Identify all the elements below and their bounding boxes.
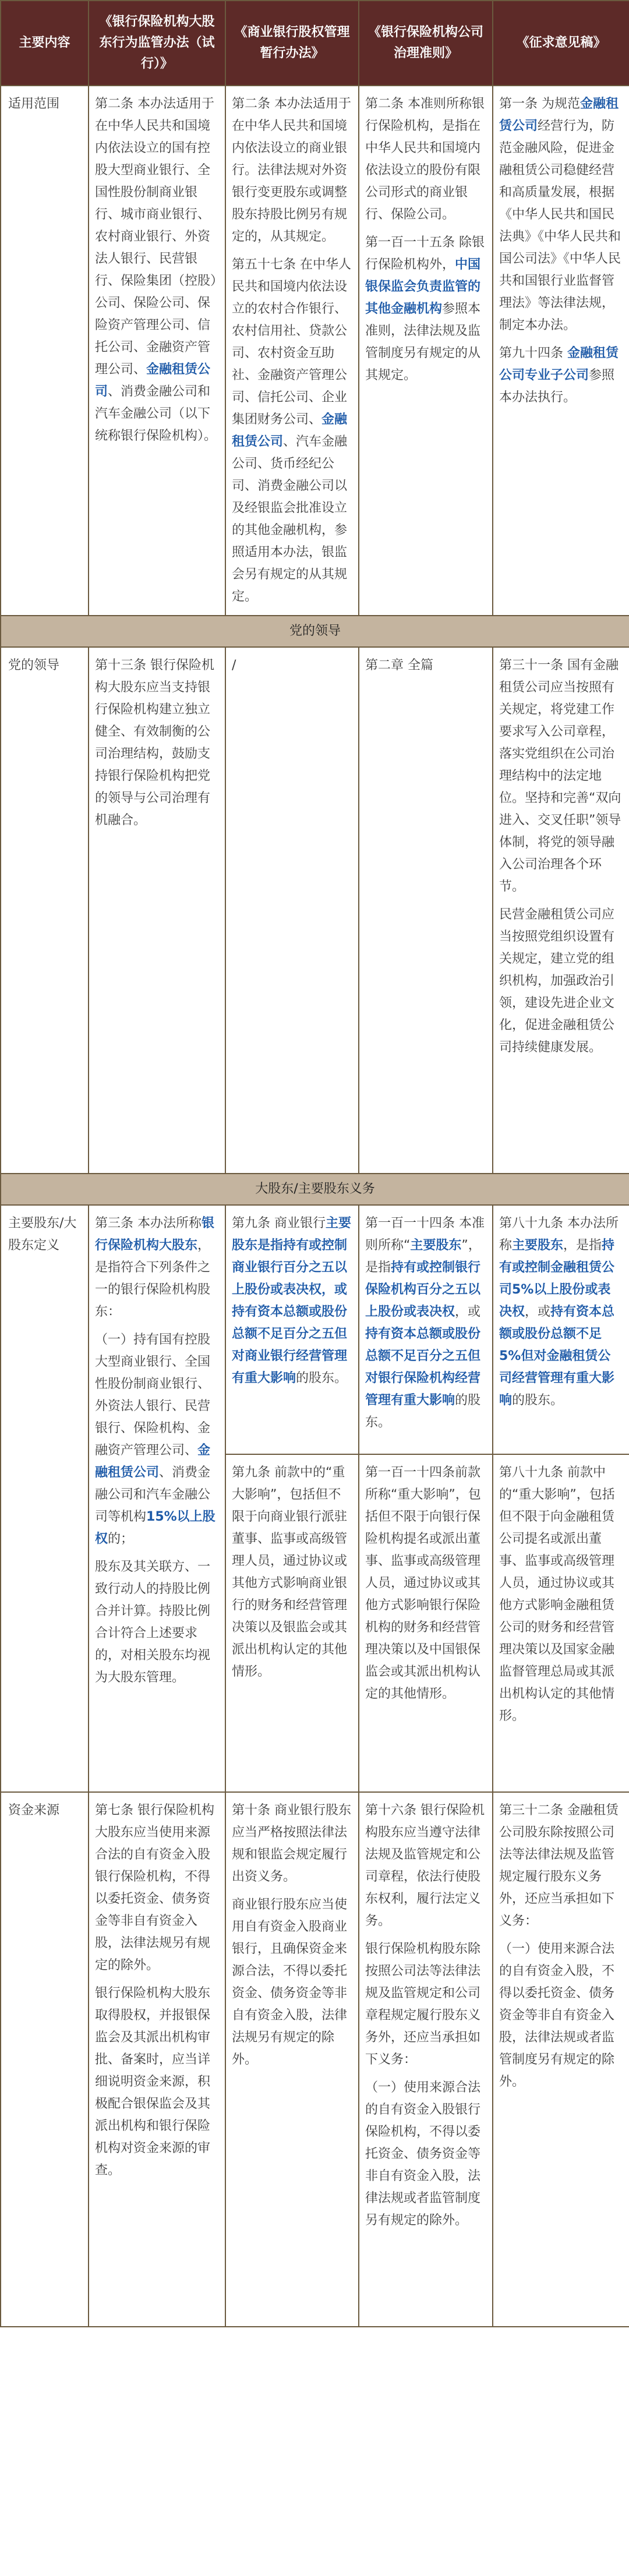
table-row-party [1,647,629,1174]
cell-party-col3: 第二章 全篇 [359,647,493,1174]
table-row-scope [1,86,629,616]
row-label-party: 党的领导 [1,647,89,1174]
cell-scope-col2: 第二条 本办法适用于在中华人民共和国境内依法设立的商业银行。法律法规对外资银行变更股东或调整股东持股比例另有规定的，从其规定。 第五十七条 在中华人民共和国境内依法设立的农村合作银行、农村信用社、贷款公司、农村资金互助社、金融资产管理公司、信托公司、企业集团财务公司、金融租赁公司、汽车金融公司、货币经纪公司、消费金融公司以及经银监会批准设立的其他金融机构，参照适用本办法，银监会另有规定的从其规定。 [225,86,359,616]
cell-party-col2: / [225,647,359,1174]
header-consultation-draft: 《征求意见稿》 [493,1,629,86]
cell-influence-col2: 第九条 前款中的“重大影响”，包括但不限于向商业银行派驻董事、监事或高级管理人员，通过协议或其他方式影响商业银行的财务和经营管理决策以及银监会或其派出机构认定的其他情形。 [225,1454,359,1792]
row-label-funds: 资金来源 [1,1792,89,2327]
header-equity-management-measures: 《商业银行股权管理暂行办法》 [225,1,359,86]
section-row-party [1,616,629,647]
cell-funds-col4: 第三十二条 金融租赁公司股东除按照公司法等法律法规及监管规定履行股东义务外，还应当承担如下义务： （一）使用来源合法的自有资金入股，不得以委托资金、债务资金等非自有资金入股，法律法规或者监管制度另有规定的除外。 [493,1792,629,2327]
header-governance-guidelines: 《银行保险机构公司治理准则》 [359,1,493,86]
cell-definition-col4: 第八十九条 本办法所称主要股东，是指持有或控制金融租赁公司5%以上股份或表决权，或持有资本总额或股份总额不足5%但对金融租赁公司经营管理有重大影响的股东。 [493,1205,629,1454]
cell-scope-col1: 第二条 本办法适用于在中华人民共和国境内依法设立的国有控股大型商业银行、全国性股份制商业银行、城市商业银行、农村商业银行、外资法人银行、民营银行、保险集团（控股）公司、保险公司、保险资产管理公司、信托公司、金融资产管理公司、金融租赁公司、消费金融公司和汽车金融公司（以下统称银行保险机构）。 [89,86,225,616]
cell-influence-col4: 第八十九条 前款中的“重大影响”，包括但不限于向金融租赁公司提名或派出董事、监事或高级管理人员，通过协议或其他方式影响金融租赁公司的财务和经营管理决策以及国家金融监督管理总局或其派出机构认定的其他情形。 [493,1454,629,1792]
row-label-scope: 适用范围 [1,86,89,616]
cell-party-col1: 第十三条 银行保险机构大股东应当支持银行保险机构建立独立健全、有效制衡的公司治理结构，鼓励支持银行保险机构把党的领导与公司治理有机融合。 [89,647,225,1174]
table-row-definition [1,1205,629,1454]
table-row-funds [1,1792,629,2327]
cell-influence-col3: 第一百一十四条前款所称“重大影响”，包括但不限于向银行保险机构提名或派出董事、监事或高级管理人员，通过协议或其他方式影响银行保险机构的财务和经营管理决策以及中国银保监会或其派出机构认定的其他情形。 [359,1454,493,1792]
table-header-row [1,1,629,86]
section-title-shareholder: 大股东/主要股东义务 [1,1174,629,1205]
row-label-definition: 主要股东/大股东定义 [1,1205,89,1792]
header-main-content: 主要内容 [1,1,89,86]
cell-scope-col4: 第一条 为规范金融租赁公司经营行为，防范金融风险，促进金融租赁公司稳健经营和高质量发展，根据《中华人民共和国民法典》《中华人民共和国公司法》《中华人民共和国银行业监督管理法》等法律法规，制定本办法。 第九十四条 金融租赁公司专业子公司参照本办法执行。 [493,86,629,616]
cell-funds-col1: 第七条 银行保险机构大股东应当使用来源合法的自有资金入股银行保险机构，不得以委托资金、债务资金等非自有资金入股，法律法规另有规定的除外。 银行保险机构大股东取得股权，并报银保监会及其派出机构审批、备案时，应当详细说明资金来源，积极配合银保监会及其派出机构和银行保险机构对资金来源的审查。 [89,1792,225,2327]
section-row-shareholder [1,1174,629,1205]
header-major-shareholder-measures: 《银行保险机构大股东行为监管办法（试行）》 [89,1,225,86]
section-title-party: 党的领导 [1,616,629,647]
cell-scope-col3: 第二条 本准则所称银行保险机构，是指在中华人民共和国境内依法设立的股份有限公司形式的商业银行、保险公司。 第一百一十五条 除银行保险机构外，中国银保监会负责监管的其他金融机构参照本准则，法律法规及监管制度另有规定的从其规定。 [359,86,493,616]
cell-definition-col3: 第一百一十四条 本准则所称“主要股东”，是指持有或控制银行保险机构百分之五以上股份或表决权，或持有资本总额或股份总额不足百分之五但对银行保险机构经营管理有重大影响的股东。 [359,1205,493,1454]
cell-definition-col2: 第九条 商业银行主要股东是指持有或控制商业银行百分之五以上股份或表决权，或持有资本总额或股份总额不足百分之五但对商业银行经营管理有重大影响的股东。 [225,1205,359,1454]
cell-funds-col3: 第十六条 银行保险机构股东应当遵守法律法规及监管规定和公司章程，依法行使股东权利，履行法定义务。 银行保险机构股东除按照公司法等法律法规及监管规定和公司章程规定履行股东义务外，还应当承担如下义务： （一）使用来源合法的自有资金入股银行保险机构，不得以委托资金、债务资金等非自有资金入股，法律法规或者监管制度另有规定的除外。 [359,1792,493,2327]
cell-funds-col2: 第十条 商业银行股东应当严格按照法律法规和银监会规定履行出资义务。 商业银行股东应当使用自有资金入股商业银行，且确保资金来源合法，不得以委托资金、债务资金等非自有资金入股，法律法规另有规定的除外。 [225,1792,359,2327]
cell-definition-col1: 第三条 本办法所称银行保险机构大股东，是指符合下列条件之一的银行保险机构股东： （一）持有国有控股大型商业银行、全国性股份制商业银行、外资法人银行、民营银行、保险机构、金融资产管理公司、金融租赁公司、消费金融公司和汽车金融公司等机构15%以上股权的； 股东及其关联方、一致行动人的持股比例合并计算。持股比例合计符合上述要求的，对相关股东均视为大股东管理。 [89,1205,225,1792]
cell-party-col4: 第三十一条 国有金融租赁公司应当按照有关规定，将党建工作要求写入公司章程，落实党组织在公司治理结构中的法定地位。坚持和完善“双向进入、交叉任职”领导体制，将党的领导融入公司治理各个环节。 民营金融租赁公司应当按照党组织设置有关规定，建立党的组织机构，加强政治引领，建设先进企业文化，促进金融租赁公司持续健康发展。 [493,647,629,1174]
